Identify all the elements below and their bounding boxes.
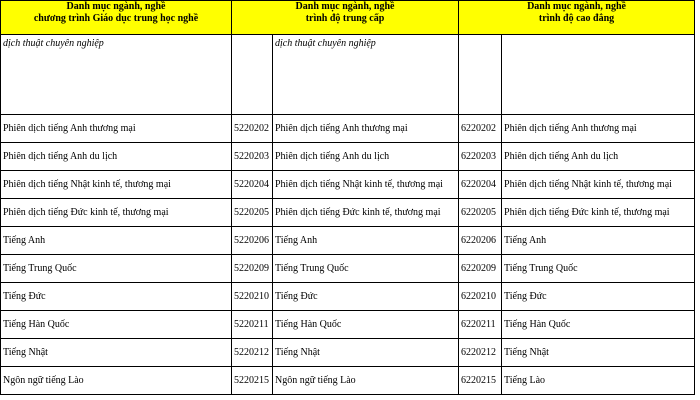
cell-name-vocational: Tiếng Hàn Quốc <box>1 311 232 339</box>
cell-name-vocational: Tiếng Anh <box>1 227 232 255</box>
cell-code-intermediate: 5220202 <box>232 115 273 143</box>
cell-code-college: 6220203 <box>459 143 502 171</box>
cell-name-vocational: Ngôn ngữ tiếng Lào <box>1 367 232 395</box>
cell-code-college: 6220209 <box>459 255 502 283</box>
cell-name-college: Phiên dịch tiếng Đức kinh tế, thương mại <box>502 199 695 227</box>
header-line2: trình độ trung cấp <box>305 13 385 24</box>
table-row-intro <box>1 35 695 115</box>
table-row <box>1 339 695 367</box>
cell-code-college: 6220210 <box>459 283 502 311</box>
cell-name-intermediate: Tiếng Anh <box>273 227 459 255</box>
cell-name-college: Tiếng Lào <box>502 367 695 395</box>
cell-name-intermediate: Ngôn ngữ tiếng Lào <box>273 367 459 395</box>
cell-code-college: 6220205 <box>459 199 502 227</box>
cell-name-vocational: Tiếng Trung Quốc <box>1 255 232 283</box>
header-intermediate <box>232 1 459 35</box>
cell-code-college: 6220202 <box>459 115 502 143</box>
header-line2: trình độ cao đẳng <box>538 13 615 24</box>
cell-code-intermediate: 5220211 <box>232 311 273 339</box>
table-row <box>1 311 695 339</box>
table-row <box>1 283 695 311</box>
cell-code-college: 6220212 <box>459 339 502 367</box>
header-college <box>459 1 695 35</box>
cell-code-intermediate: 5220209 <box>232 255 273 283</box>
cell-code-intermediate: 5220206 <box>232 227 273 255</box>
cell-name-college: Tiếng Nhật <box>502 339 695 367</box>
cell-name-vocational: Tiếng Nhật <box>1 339 232 367</box>
cell-name-college: Tiếng Trung Quốc <box>502 255 695 283</box>
table-row <box>1 143 695 171</box>
header-line1: Danh mục ngành, nghề <box>66 1 166 12</box>
cell-code-intermediate: 5220212 <box>232 339 273 367</box>
header-line2: chương trình Giáo dục trung học nghề <box>33 13 199 24</box>
cell-code-intermediate: 5220204 <box>232 171 273 199</box>
table-row <box>1 115 695 143</box>
cell-name-intermediate: Phiên dịch tiếng Đức kinh tế, thương mại <box>273 199 459 227</box>
cell-name-intermediate: Tiếng Nhật <box>273 339 459 367</box>
cell-name-college: Phiên dịch tiếng Nhật kinh tế, thương mại <box>502 171 695 199</box>
cell-name-intermediate: Tiếng Trung Quốc <box>273 255 459 283</box>
table-row <box>1 367 695 395</box>
cell-name-college: Tiếng Hàn Quốc <box>502 311 695 339</box>
cell-name-intermediate: Phiên dịch tiếng Anh thương mại <box>273 115 459 143</box>
cell-name-vocational: Phiên dịch tiếng Anh du lịch <box>1 143 232 171</box>
cell-code-college: 6220211 <box>459 311 502 339</box>
table-row <box>1 171 695 199</box>
cell-code-intermediate <box>232 35 273 115</box>
cell-code-college: 6220206 <box>459 227 502 255</box>
header-vocational-secondary <box>1 1 232 35</box>
cell-name-vocational: Tiếng Đức <box>1 283 232 311</box>
cell-name-intermediate: Phiên dịch tiếng Anh du lịch <box>273 143 459 171</box>
cell-name-intermediate: Phiên dịch tiếng Nhật kinh tế, thương mại <box>273 171 459 199</box>
cell-name-college: Phiên dịch tiếng Anh du lịch <box>502 143 695 171</box>
cell-name-vocational: Phiên dịch tiếng Đức kinh tế, thương mại <box>1 199 232 227</box>
header-line1: Danh mục ngành, nghề <box>295 1 395 12</box>
cell-code-college <box>459 35 502 115</box>
cell-name-intermediate: Tiếng Hàn Quốc <box>273 311 459 339</box>
cell-name-intermediate: dịch thuật chuyên nghiệp <box>273 35 459 115</box>
cell-code-intermediate: 5220205 <box>232 199 273 227</box>
cell-name-intermediate: Tiếng Đức <box>273 283 459 311</box>
table-row <box>1 199 695 227</box>
header-line1: Danh mục ngành, nghề <box>527 1 626 12</box>
cell-code-intermediate: 5220203 <box>232 143 273 171</box>
table-row <box>1 227 695 255</box>
cell-code-intermediate: 5220215 <box>232 367 273 395</box>
cell-name-vocational: dịch thuật chuyên nghiệp <box>1 35 232 115</box>
header-row <box>1 1 695 35</box>
cell-name-college: Tiếng Đức <box>502 283 695 311</box>
cell-code-college: 6220215 <box>459 367 502 395</box>
cell-name-college <box>502 35 695 115</box>
cell-code-college: 6220204 <box>459 171 502 199</box>
cell-name-college: Tiếng Anh <box>502 227 695 255</box>
cell-name-college: Phiên dịch tiếng Anh thương mại <box>502 115 695 143</box>
cell-code-intermediate: 5220210 <box>232 283 273 311</box>
cell-name-vocational: Phiên dịch tiếng Nhật kinh tế, thương mại <box>1 171 232 199</box>
cell-name-vocational: Phiên dịch tiếng Anh thương mại <box>1 115 232 143</box>
table-row <box>1 255 695 283</box>
